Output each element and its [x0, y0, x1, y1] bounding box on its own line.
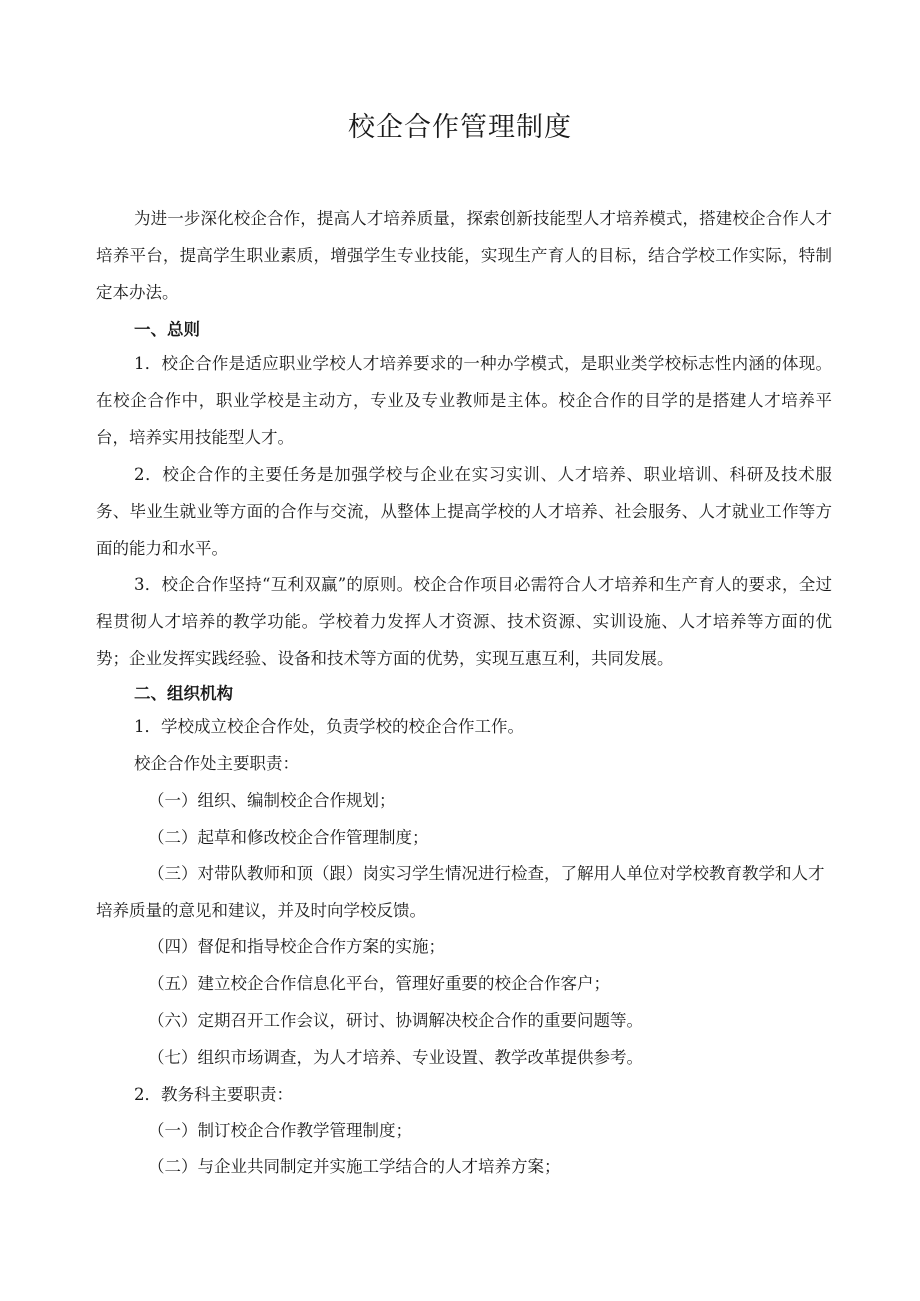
duty-item: （三）对带队教师和顶（跟）岗实习学生情况进行检查，了解用人单位对学校教育教学和人才培养质量的意见和建议，并及时向学校反馈。 [96, 864, 825, 920]
intro-paragraph: 为进一步深化校企合作，提高人才培养质量，探索创新技能型人才培养模式，搭建校企合作人才培养平台，提高学生职业素质，增强学生专业技能，实现生产育人的目标，结合学校工作实际，特制定本办法。 [96, 209, 832, 302]
document-title: 校企合作管理制度 [348, 112, 572, 143]
general-item-1: 1．校企合作是适应职业学校人才培养要求的一种办学模式，是职业类学校标志性内涵的体现。在校企合作中，职业学校是主动方，专业及专业教师是主体。校企合作的目学的是搭建人才培养平台，培养实用技能型人才。 [96, 354, 832, 447]
academic-duty-item: （二）与企业共同制定并实施工学结合的人才培养方案； [148, 1157, 561, 1176]
duty-item: （二）起草和修改校企合作管理制度； [148, 828, 429, 847]
duties-label: 校企合作处主要职责： [134, 754, 299, 773]
duty-item: （四）督促和指导校企合作方案的实施； [148, 937, 445, 956]
duty-item: （五）建立校企合作信息化平台，管理好重要的校企合作客户； [148, 974, 610, 993]
general-item-2: 2．校企合作的主要任务是加强学校与企业在实习实训、人才培养、职业培训、科研及技术服务、毕业生就业等方面的合作与交流，从整体上提高学校的人才培养、社会服务、人才就业工作等方面的能力和水平。 [96, 465, 832, 558]
duty-item: （六）定期召开工作会议，研讨、协调解决校企合作的重要问题等。 [148, 1011, 643, 1030]
general-item-3: 3．校企合作坚持“互利双赢”的原则。校企合作项目必需符合人才培养和生产育人的要求，全过程贯彻人才培养的教学功能。学校着力发挥人才资源、技术资源、实训设施、人才培养等方面的优势；企业发挥实践经验、设备和技术等方面的优势，实现互惠互利，共同发展。 [96, 575, 832, 668]
organization-item-1: 1．学校成立校企合作处，负责学校的校企合作工作。 [134, 717, 524, 736]
duty-item: （七）组织市场调查，为人才培养、专业设置、教学改革提供参考。 [148, 1048, 643, 1067]
organization-item-2: 2．教务科主要职责： [134, 1085, 293, 1104]
section-heading-general: 一、总则 [134, 320, 200, 339]
duty-item: （一）组织、编制校企合作规划； [148, 791, 396, 810]
academic-duty-item: （一）制订校企合作教学管理制度； [148, 1121, 412, 1140]
section-heading-organization: 二、组织机构 [134, 684, 233, 703]
